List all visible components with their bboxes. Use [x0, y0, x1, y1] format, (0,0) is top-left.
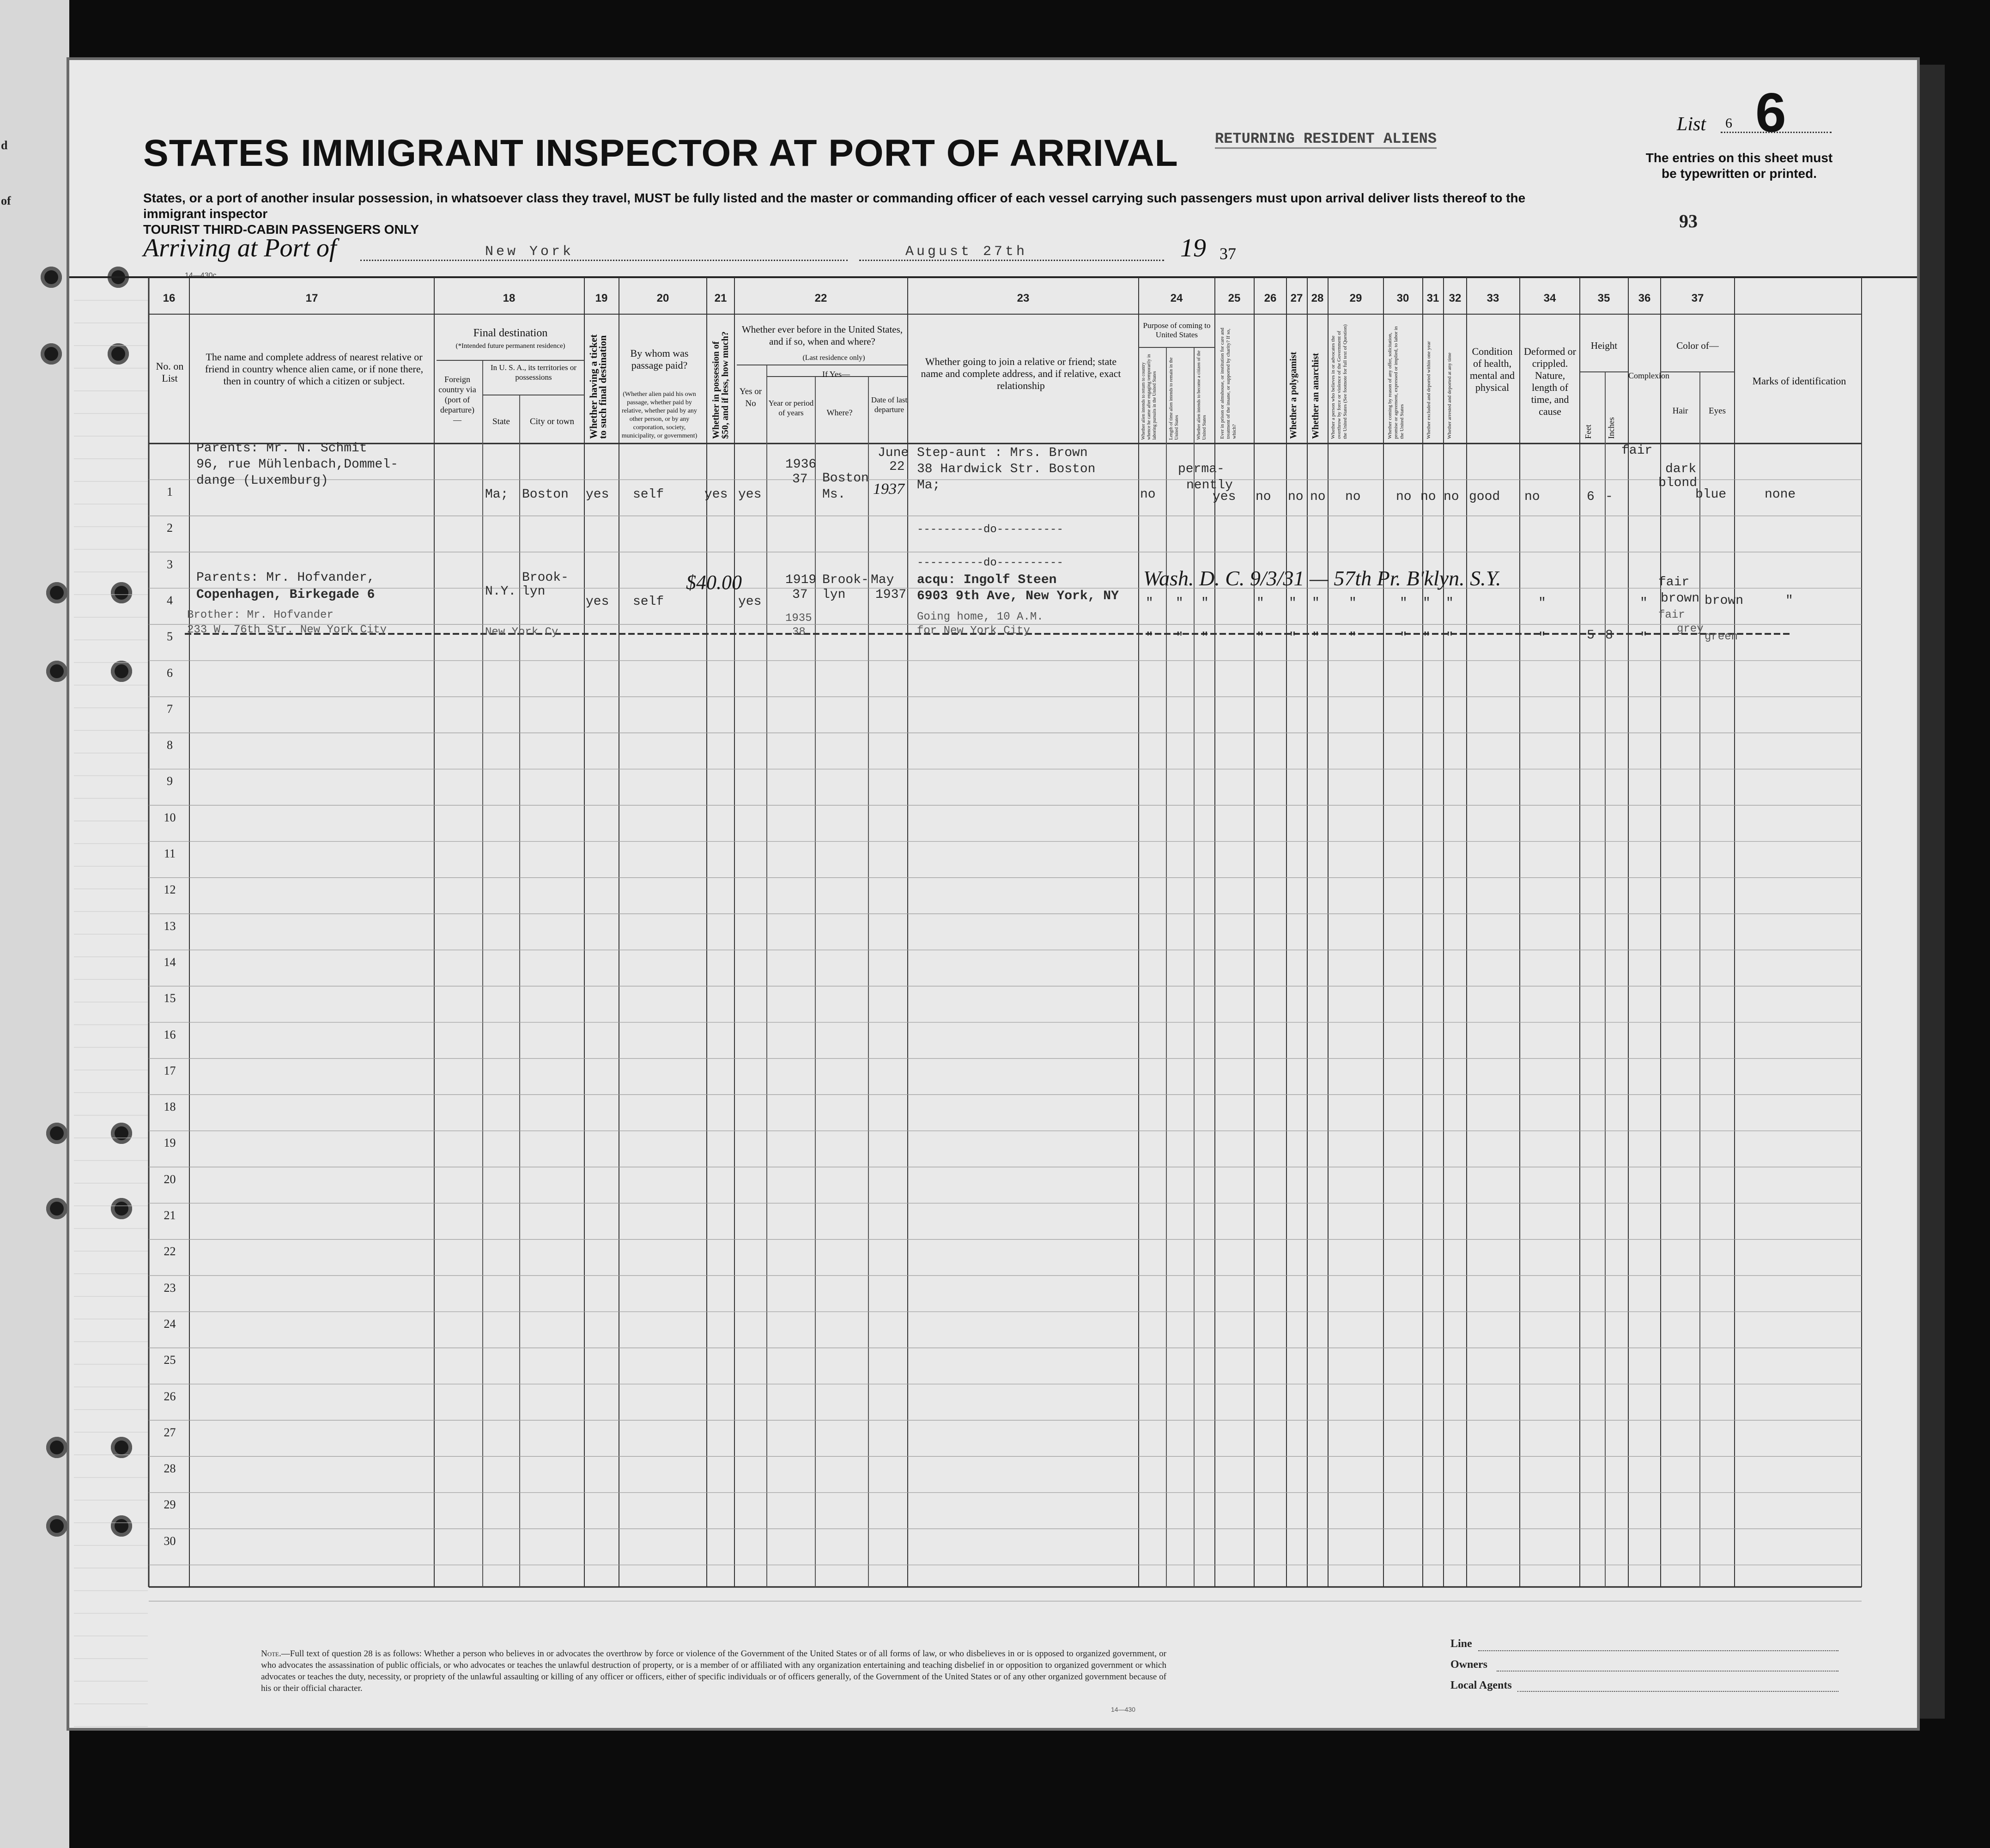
r4-join-line: acqu: Ingolf Steen	[917, 573, 1057, 587]
r1-join-line: Ma;	[917, 478, 940, 492]
ditto-mark: "	[1538, 596, 1546, 610]
header-marks: Marks of identification	[1752, 375, 1846, 387]
column-number: 37	[1691, 292, 1704, 304]
r1-inches: -	[1605, 490, 1613, 504]
r1-relative-line: dange (Luxemburg)	[196, 474, 328, 488]
ditto-mark: "	[1256, 596, 1264, 610]
r5-join-struck: Going home, 10 A.M.	[917, 611, 1044, 623]
header-final-destination-note: (*Intended future permanent residence)	[455, 342, 565, 350]
ditto-mark: "	[1349, 596, 1357, 610]
ditto-mark: "	[1400, 596, 1408, 610]
r1-state: Ma;	[485, 487, 509, 502]
row-number: 22	[164, 1245, 176, 1258]
ditto-mark: "	[1289, 596, 1297, 610]
subtitle-line: States, or a port of another insular possession, in whatsoever class they travel, MUST be fully listed and the master or commanding officer of each vessel carrying such passengers must upon arrival deliver lists thereof to the immigrant inspector	[143, 191, 1526, 221]
r1-eyes: blue	[1695, 487, 1727, 502]
header-foreign-country: Foreign country via (port of departure)—	[438, 375, 476, 425]
r4-relative-line: Copenhagen, Birkegade 6	[196, 588, 375, 602]
r1-complexion: fair	[1621, 444, 1653, 458]
header-ticket: Whether having a ticket to such final destination	[588, 334, 608, 439]
row-number: 16	[164, 1027, 176, 1041]
column-number: 25	[1228, 292, 1241, 304]
r1-where: Ms.	[822, 487, 846, 502]
header-purpose: Purpose of coming to United States	[1143, 321, 1211, 339]
r1-departure: June	[878, 446, 909, 460]
r4-marks: "	[1785, 594, 1793, 608]
r4-years: 1919	[785, 573, 817, 587]
row-number: 17	[164, 1064, 176, 1077]
column-number: 28	[1311, 292, 1324, 304]
year-suffix: 37	[1219, 244, 1236, 263]
r1-feet: 6	[1587, 490, 1595, 504]
r1-money: yes	[704, 487, 728, 502]
header-nearest-relative: The name and complete address of nearest relative or friend in country whence alien came, or if none there, then in country of which a citizen or subject.	[205, 351, 424, 387]
row-number: 20	[164, 1172, 176, 1186]
header-25: Ever in prison or almshouse, or institution for care and treatment of the insane, or supported by charity? If so, which?	[1219, 328, 1237, 439]
r4-money: $40.00	[686, 571, 742, 594]
header-33: Deformed or crippled. Nature, length of time, and cause	[1523, 346, 1576, 417]
r1-city: Boston	[522, 487, 569, 502]
row-number: 29	[164, 1498, 176, 1512]
r1-hair: blond	[1658, 476, 1698, 490]
header-hair: Hair	[1672, 406, 1688, 416]
ditto-mark: "	[1640, 631, 1648, 645]
row-number: 3	[167, 557, 173, 571]
row-number: 24	[164, 1317, 176, 1331]
row-number: 23	[164, 1281, 176, 1295]
r4-paid: self	[633, 595, 664, 609]
r1-col28: no	[1345, 490, 1361, 504]
header-year-period: Year or period of years	[768, 399, 814, 417]
r4-relative-line: Parents: Mr. Hofvander,	[196, 571, 375, 585]
header-inches: Inches	[1607, 417, 1616, 439]
ditto-mark: "	[1423, 631, 1431, 645]
list-number-small: 6	[1725, 116, 1732, 131]
header-yes-or-no: Yes or No	[739, 387, 762, 408]
row-number: 13	[164, 919, 176, 933]
footnote-lead: Note.	[261, 1649, 281, 1659]
row-number: 6	[167, 666, 173, 680]
list-label: List	[1677, 114, 1706, 135]
row-number: 27	[164, 1425, 176, 1439]
r5-years: 38	[792, 626, 806, 638]
r1-col30: no	[1420, 490, 1436, 504]
r4-handwritten-annotation: Wash. D. C. 9/3/31 — 57th Pr. B'klyn. S.Y.	[1143, 566, 1501, 590]
ditto-mark: "	[1256, 631, 1264, 645]
column-number: 30	[1396, 292, 1409, 304]
row-number: 11	[164, 847, 176, 860]
header-last-residence: (Last residence only)	[802, 354, 865, 362]
r2-ditto: ----------do----------	[917, 523, 1063, 536]
row-number: 26	[164, 1389, 176, 1403]
header-no-on-list: No. on List	[156, 360, 184, 384]
ditto-mark: "	[1146, 596, 1153, 610]
r4-years: 37	[792, 588, 808, 602]
r1-departure: 22	[889, 460, 905, 474]
line-label: Line	[1450, 1638, 1472, 1650]
r5-hair: grey	[1677, 623, 1704, 635]
column-number: 23	[1017, 292, 1030, 304]
ditto-mark: "	[1289, 631, 1297, 645]
row-number: 19	[164, 1136, 176, 1150]
header-eyes: Eyes	[1709, 406, 1726, 416]
row-number: 10	[164, 810, 176, 824]
header-city: City or town	[529, 417, 575, 426]
column-number: 18	[503, 292, 516, 304]
r1-col32: good	[1469, 490, 1500, 504]
r4-where: Brook-	[822, 573, 869, 587]
r1-24c: yes	[1213, 490, 1236, 504]
column-number: 34	[1543, 292, 1556, 304]
r1-col31: no	[1444, 490, 1459, 504]
r5-inches: 8	[1605, 628, 1613, 643]
r1-join-line: Step-aunt : Mrs. Brown	[917, 446, 1088, 460]
r5-complexion: fair	[1658, 609, 1685, 621]
page-number: 93	[1679, 211, 1698, 231]
column-number: 36	[1638, 292, 1651, 304]
column-number: 20	[656, 292, 669, 304]
returning-stamp: RETURNING RESIDENT ALIENS	[1215, 130, 1437, 149]
header-feet: Feet	[1584, 425, 1593, 439]
row-number: 2	[167, 521, 173, 535]
r5-eyes: green	[1705, 631, 1738, 643]
ditto-mark: "	[1423, 596, 1431, 610]
ditto-mark: "	[1201, 631, 1209, 645]
column-number: 22	[814, 292, 827, 304]
list-number-handwritten: 6	[1755, 82, 1786, 144]
owners-field	[1497, 1671, 1838, 1672]
header-in-usa: In U. S. A., its territories or possessions	[490, 363, 577, 382]
r1-col26: no	[1288, 490, 1304, 504]
r4-join-line: 6903 9th Ave, New York, NY	[917, 589, 1119, 603]
ditto-mark: "	[1446, 631, 1454, 645]
footnote-text: —Full text of question 28 is as follows: Whether a person who believes in or advocates the overthrow by force or violence of the Government of the United States or of all forms of law, or who disbelieves in or is opposed to organized government, or who advocates the assassination of public officials, or who advocates or teaches the unlawful destruction of property, or is a member of or affiliated with any organization entertaining and teaching disbelief in or opposition to organized government or which advocates or teaches the duty, necessity, or propriety of the unlawful assaulting or killing of any officer or officers, either of specific individuals or of officers generally, of the Government of the United States or of any other organized government because of his or their official character.	[261, 1649, 1166, 1693]
header-possession: Whether in possession of $50, and if less, how much?	[711, 331, 730, 439]
r4-where: lyn	[822, 588, 846, 602]
r1-24a: no	[1140, 487, 1156, 502]
column-number: 21	[714, 292, 727, 304]
column-number: 26	[1264, 292, 1277, 304]
r1-relative-line: 96, rue Mühlenbach,Dommel-	[196, 457, 398, 472]
r1-col29: no	[1396, 490, 1412, 504]
r1-24b: perma-	[1178, 462, 1225, 476]
row-number: 18	[164, 1100, 176, 1114]
ditto-mark: "	[1640, 596, 1648, 610]
r4-city: lyn	[522, 584, 546, 599]
r4-departure: 1937	[875, 588, 907, 602]
r1-marks: none	[1765, 487, 1796, 502]
row-number: 15	[164, 991, 176, 1005]
header-24a: Whether alien intends to return to country whence he came after engaging temporarily in laboring pursuits in the United States	[1141, 354, 1157, 440]
r4-departure: May	[871, 573, 894, 587]
header-color-of: Color of—	[1676, 340, 1719, 351]
page-title: STATES IMMIGRANT INSPECTOR AT PORT OF ARRIVAL	[143, 132, 1178, 174]
arriving-label: Arriving at Port of	[143, 234, 337, 262]
ditto-mark: "	[1446, 596, 1454, 610]
r1-col25: no	[1256, 490, 1271, 504]
r5-feet: 5	[1587, 628, 1595, 643]
r4-complexion: fair	[1658, 575, 1690, 590]
r4-eyes: brown	[1705, 594, 1744, 608]
header-complexion: Complexion	[1628, 371, 1669, 380]
column-number: 32	[1449, 292, 1462, 304]
column-number: 16	[163, 292, 176, 304]
column-number: 33	[1486, 292, 1499, 304]
row-number: 8	[167, 738, 173, 752]
r1-where: Boston	[822, 471, 869, 486]
r4-ticket: yes	[586, 595, 609, 609]
r1-paid: self	[633, 487, 664, 502]
r1-col33: no	[1524, 490, 1540, 504]
row-number: 5	[167, 630, 173, 644]
row-number: 4	[167, 593, 173, 607]
column-number: 29	[1349, 292, 1362, 304]
header-28: Whether a person who believes in or advocates the overthrow by force or violence of the Government of the United States (See footnote for full text of Question)	[1330, 324, 1348, 439]
form-code: 14—430	[1111, 1706, 1135, 1713]
header-ever-before: Whether ever before in the United States, and if so, when and where?	[741, 324, 903, 347]
r4-state: N.Y.	[485, 584, 516, 599]
header-if-yes: If Yes—	[822, 370, 850, 379]
agents-field	[1517, 1691, 1838, 1692]
r1-24b: nently	[1186, 478, 1233, 492]
r1-col27: no	[1310, 490, 1326, 504]
row-number: 12	[164, 883, 176, 897]
r5-years: 1935	[785, 612, 812, 625]
column-number: 35	[1597, 292, 1610, 304]
ditto-mark: "	[1312, 631, 1320, 645]
column-number: 27	[1290, 292, 1303, 304]
r4-hair: brown	[1661, 591, 1700, 606]
r1-departure: 1937	[873, 480, 904, 498]
year-prefix: 19	[1180, 234, 1206, 262]
ditto-mark: "	[1146, 631, 1153, 645]
row-number: 28	[164, 1462, 176, 1476]
r5-join-struck: for New York City	[917, 625, 1030, 637]
r1-years: 1936	[785, 457, 817, 472]
column-number: 24	[1170, 292, 1183, 304]
edge-mark: d	[1, 139, 8, 152]
r1-ticket: yes	[586, 487, 609, 502]
r1-relative-line: Parents: Mr. N. Schmit	[196, 441, 367, 456]
column-number: 17	[305, 292, 318, 304]
r4-before: yes	[738, 595, 762, 609]
agents-label: Local Agents	[1450, 1679, 1512, 1691]
port-value: New York	[485, 244, 574, 260]
instructions: The entries on this sheet must be typewritten or printed.	[1645, 151, 1833, 181]
header-26: Whether a polygamist	[1288, 352, 1298, 439]
r5-relative-struck: Brother: Mr. Hofvander	[187, 609, 334, 621]
header-by-whom-note: (Whether alien paid his own passage, whether paid by relative, whether paid by any other person, or by any corporation, society, municipality, or government)	[621, 391, 698, 439]
line-field	[1478, 1650, 1838, 1651]
r3-ditto: ----------do----------	[917, 557, 1063, 569]
header-final-destination: Final destination	[473, 327, 548, 339]
column-number: 31	[1426, 292, 1439, 304]
row-number: 30	[164, 1534, 176, 1548]
header-29: Whether coming by reason of any offer, solicitation, promise or agreement, expressed or implied, to labor in the United States	[1387, 326, 1405, 439]
ditto-mark: "	[1349, 631, 1357, 645]
header-24b: Length of time alien intends to remain in the United States	[1169, 357, 1179, 440]
row-number: 1	[167, 485, 173, 498]
row-number: 7	[167, 702, 173, 716]
header-24c: Whether alien intends to become a citizen of the United States	[1196, 350, 1207, 440]
edge-mark: of	[1, 194, 11, 207]
header-going-to-join: Whether going to join a relative or friend; state name and complete address, and if relative, exact relationship	[921, 356, 1121, 391]
ditto-mark: "	[1201, 596, 1209, 610]
r1-years: 37	[792, 472, 808, 486]
header-height: Height	[1590, 340, 1618, 351]
form-number: 14—430c	[185, 272, 217, 280]
ditto-mark: "	[1312, 596, 1320, 610]
r5-city-struck: New York Cy	[485, 626, 558, 638]
row-number: 14	[164, 955, 176, 969]
row-number: 21	[164, 1209, 176, 1222]
header-where: Where?	[826, 408, 853, 417]
date-value: August 27th	[905, 244, 1028, 260]
subtitle-line: TOURIST THIRD-CABIN PASSENGERS ONLY	[143, 222, 419, 237]
column-number: 19	[595, 292, 608, 304]
r1-before: yes	[738, 487, 762, 502]
r1-hair: dark	[1665, 462, 1697, 476]
footnote	[261, 1648, 1166, 1694]
header-date-departure: Date of last departure	[871, 395, 908, 414]
row-number: 25	[164, 1353, 176, 1367]
ditto-mark: "	[1538, 631, 1546, 645]
r1-join-line: 38 Hardwick Str. Boston	[917, 462, 1096, 476]
row-number: 9	[167, 774, 173, 788]
r5-relative-struck: 233 W. 76th Str. New York City	[187, 624, 387, 636]
header-by-whom-paid: By whom was passage paid?	[630, 347, 689, 371]
header-31: Whether arrested and deported at any time	[1447, 353, 1452, 439]
header-30: Whether excluded and deported within one year	[1426, 341, 1432, 439]
header-27: Whether an anarchist	[1310, 353, 1321, 439]
ditto-mark: "	[1176, 596, 1183, 610]
ditto-mark: "	[1400, 631, 1408, 645]
r4-city: Brook-	[522, 571, 569, 585]
owners-label: Owners	[1450, 1659, 1487, 1671]
header-state: State	[492, 417, 510, 426]
ditto-mark: "	[1176, 631, 1183, 645]
header-32: Condition of health, mental and physical	[1469, 346, 1515, 393]
